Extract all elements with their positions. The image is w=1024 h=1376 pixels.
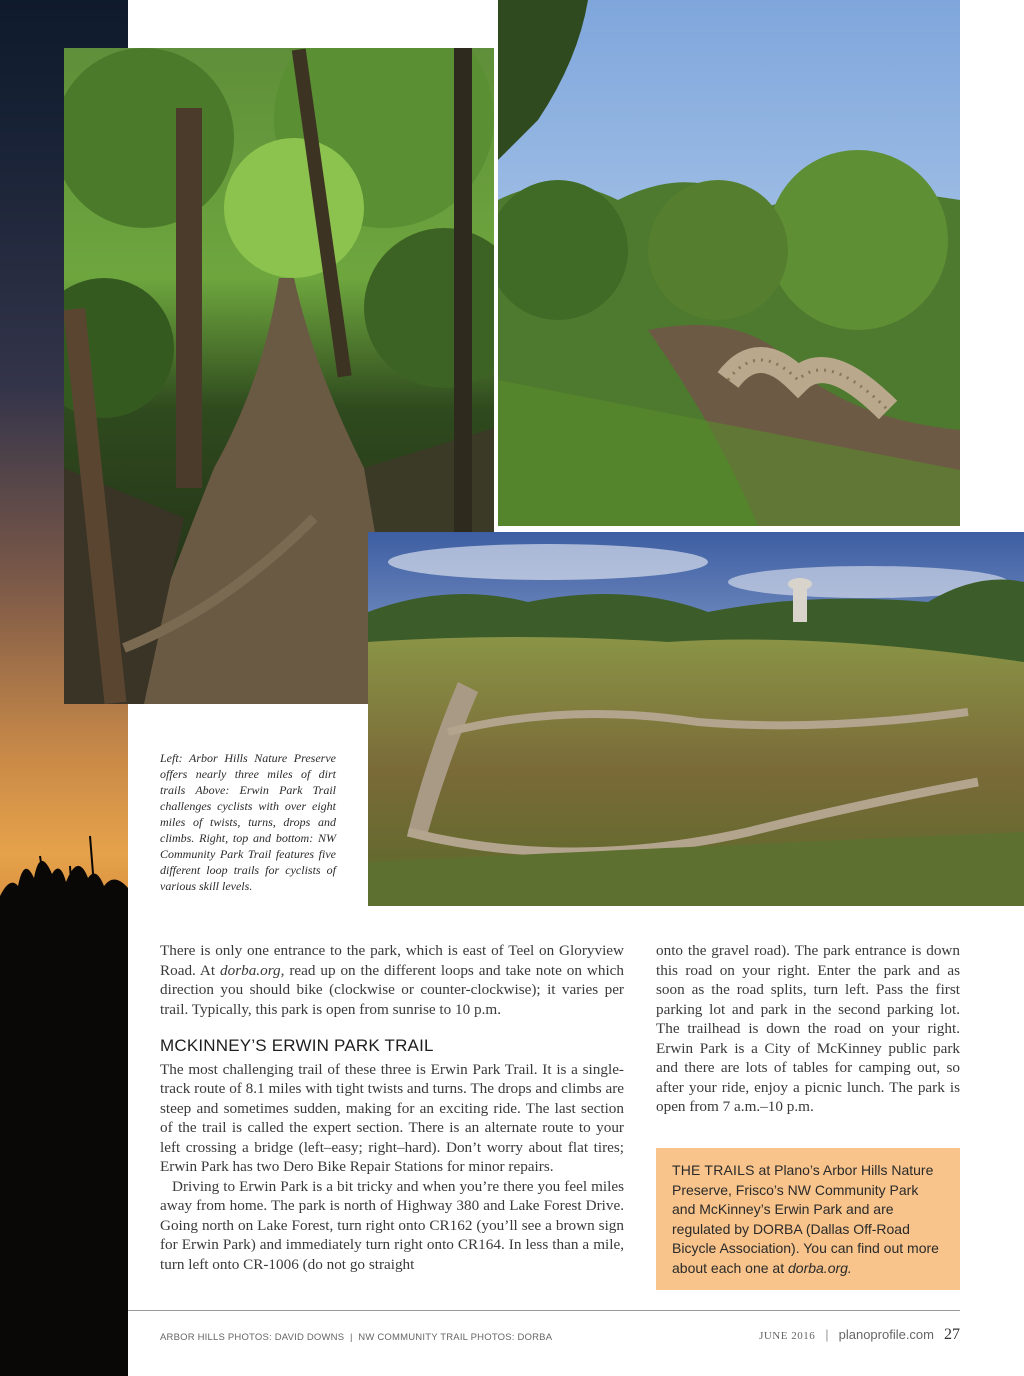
article-column-left [160, 941, 624, 1274]
erwin-park-photo [498, 0, 960, 526]
trails-info-box [656, 1148, 960, 1290]
photo-credits: ARBOR HILLS PHOTOS: DAVID DOWNS | NW COMMUNITY TRAIL PHOTOS: DORBA [160, 1332, 553, 1343]
sidebar-dorba-link[interactable]: dorba.org. [788, 1259, 852, 1276]
section-heading: MCKINNEY’S ERWIN PARK TRAIL [160, 1036, 434, 1055]
footer-folio [759, 1326, 960, 1344]
footer-rule [128, 1310, 960, 1311]
nw-community-park-photo [368, 532, 1024, 906]
dorba-link[interactable]: dorba.org, [220, 961, 285, 979]
intro-text-before: There is only one entrance to the park, which is east of Teel on Gloryview Road. At [160, 942, 624, 979]
sidebar-text: at Plano’s Arbor Hills Nature Preserve, Frisco’s NW Community Park and McKinney’s Erwin Park and are regulated by DORBA (Dallas Off-Road Bicycle Association). You can find out more about each one at [672, 1162, 939, 1276]
issue-date: JUNE 2016 [759, 1330, 816, 1342]
folio-separator: | [825, 1327, 829, 1342]
photo-caption: Left: Arbor Hills Nature Preserve offers nearly three miles of dirt trails Above: Erwin Park Trail challenges cyclists with over eight miles of twists, turns, drops and climbs. Right, top and bottom: NW Community Park Trail features five different loop trails for cyclists of various skill levels. [160, 751, 336, 893]
page-number: 27 [944, 1326, 960, 1343]
intro-text-after: read up on the different loops and take note on which direction you should bike (clockwise or counter-clockwise); it varies per trail. Typically, this park is open from sunrise to 10 p.m. [160, 961, 624, 1018]
sidebar-lead: THE TRAILS [672, 1162, 755, 1178]
paragraph-erwin-trail: The most challenging trail of these three is Erwin Park Trail. It is a single-track route of 8.1 miles with tight twists and turns. The drops and climbs are steep and sometimes sudden, making for an exciting ride. The last section of the trail is called the expert section. There is an alternate route to your left crossing a bridge (left–easy; right–hard). Don’t worry about flat tires; Erwin Park has two Dero Bike Repair Stations for minor repairs. [160, 1060, 624, 1175]
article-column-right [656, 941, 960, 1117]
paragraph-directions-continued: onto the gravel road). The park entrance is down this road on your right. Enter the park and as soon as the road splits, turn left. Pass the first parking lot and park in the second parking lot. The trailhead is down the road on your right. Erwin Park is a City of McKinney public park and there are lots of tables for camping out, so after your ride, enjoy a picnic lunch. The park is open from 7 a.m.–10 p.m. [656, 942, 960, 1115]
intro-paragraph [160, 941, 624, 1019]
tree-silhouette [0, 816, 128, 1376]
website-link[interactable]: planoprofile.com [838, 1327, 934, 1342]
paragraph-directions: Driving to Erwin Park is a bit tricky and when you’re there you feel miles away from home. The park is north of Highway 380 and Lake Forest Drive. Going north on Lake Forest, turn right onto CR162 (you’ll see a brown sign for Erwin Park) and immediately turn right onto CR164. In less than a mile, turn left onto CR-1006 (do not go straight [160, 1177, 624, 1273]
